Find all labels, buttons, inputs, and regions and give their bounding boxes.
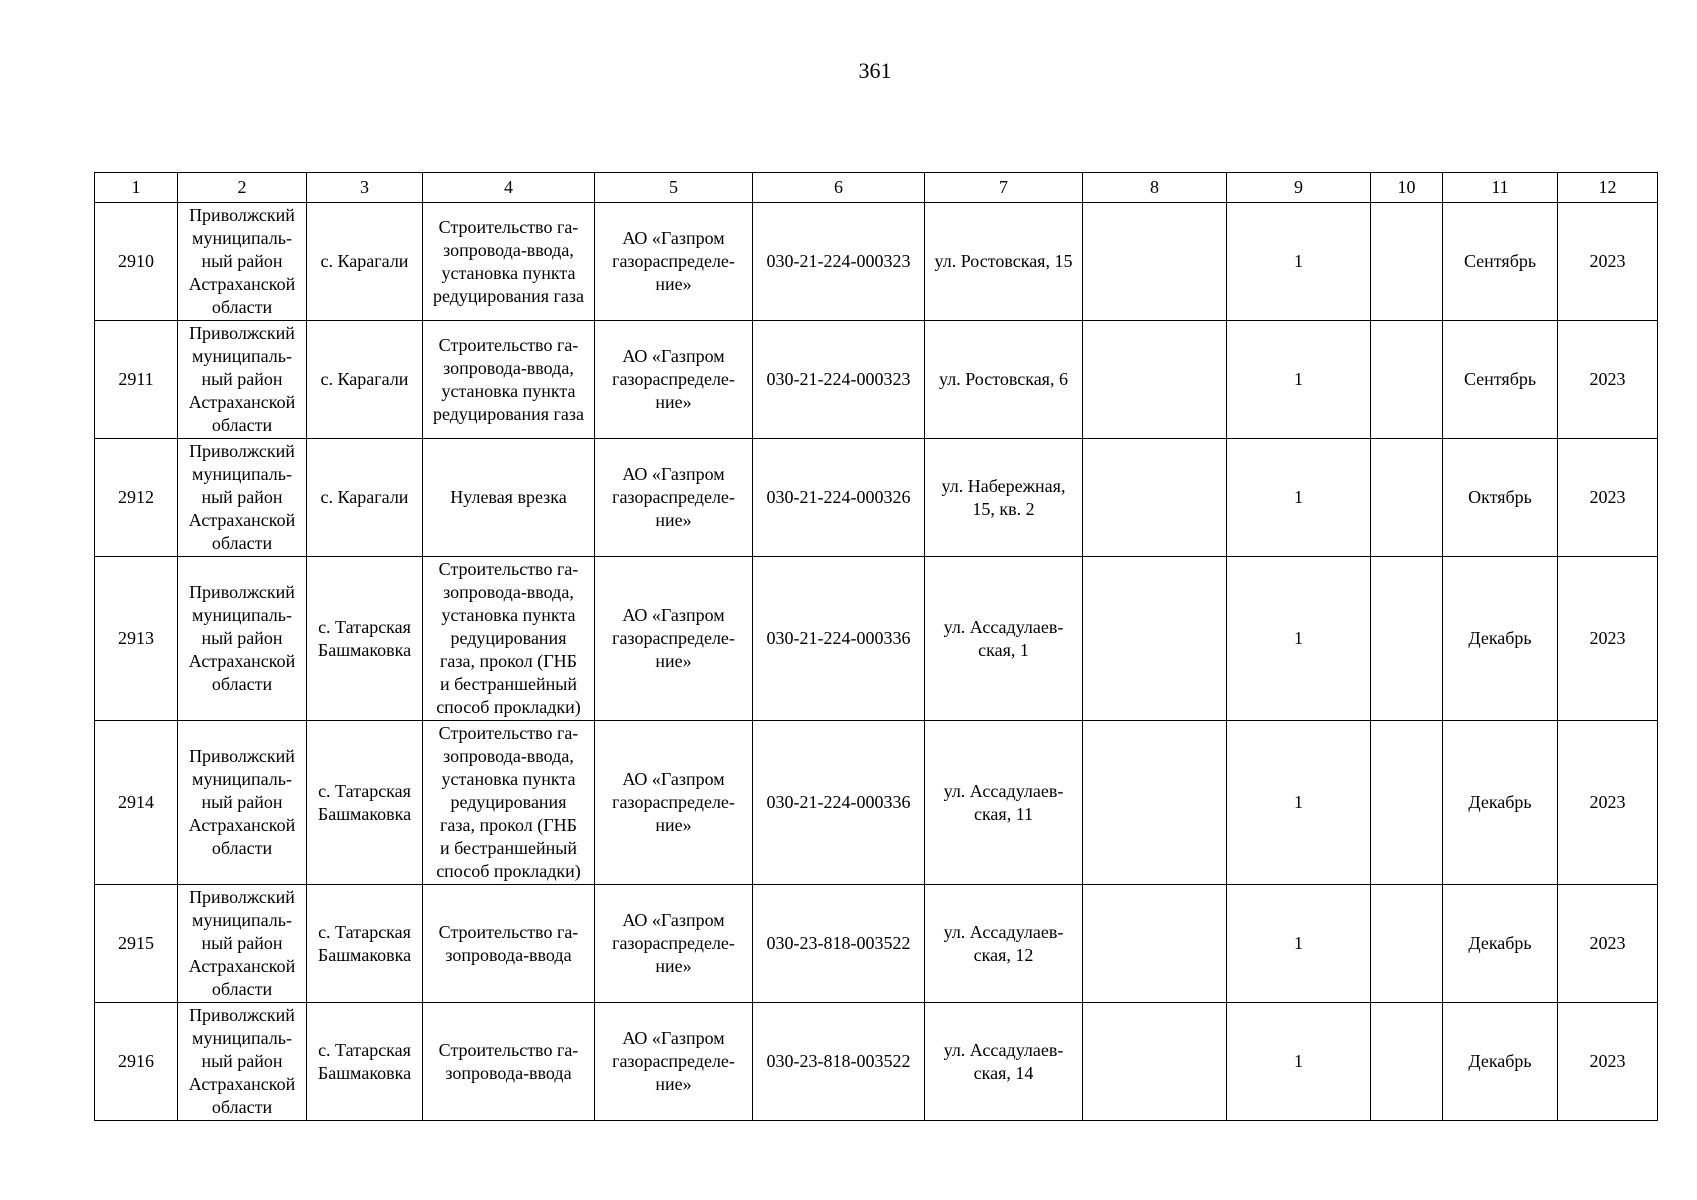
- table-row: [95, 321, 1658, 439]
- quantity-cell-text: 1: [1294, 933, 1303, 953]
- quantity-cell: [1227, 1003, 1371, 1121]
- header-cell: 2: [178, 173, 307, 203]
- address-cell: [925, 885, 1083, 1003]
- header-cell: 8: [1083, 173, 1227, 203]
- year-cell-text: 2023: [1589, 251, 1626, 271]
- header-cell: 11: [1443, 173, 1558, 203]
- address-cell-text: ул. Ассадулаев- ская, 12: [943, 921, 1064, 965]
- company-cell: [595, 557, 753, 721]
- quantity-cell: [1227, 203, 1371, 321]
- quantity-cell-text: 1: [1294, 251, 1303, 271]
- settlement-cell-text: с. Татарская Башмаковка: [317, 1039, 412, 1083]
- code-cell: [753, 439, 925, 557]
- row-number-cell-text: 2913: [118, 628, 154, 648]
- company-cell: [595, 203, 753, 321]
- address-cell: [925, 721, 1083, 885]
- year-cell: [1558, 557, 1658, 721]
- header-cell: 3: [307, 173, 423, 203]
- header-cell: 9: [1227, 173, 1371, 203]
- quantity-cell: [1227, 885, 1371, 1003]
- quantity-cell-text: 1: [1294, 1051, 1303, 1071]
- address-cell-text: ул. Ассадулаев- ская, 1: [943, 616, 1064, 660]
- year-cell-text: 2023: [1589, 487, 1626, 507]
- quantity-cell-text: 1: [1294, 487, 1303, 507]
- code-cell-text: 030-21-224-000323: [766, 251, 911, 271]
- code-cell-text: 030-21-224-000336: [766, 628, 911, 648]
- address-cell-text: ул. Ассадулаев- ская, 11: [943, 780, 1064, 824]
- work-type-cell-text: Строительство га- зопровода-ввода, установка пункта редуцирования газа: [433, 334, 584, 424]
- month-cell-text: Сентябрь: [1463, 251, 1537, 271]
- month-cell: [1443, 557, 1558, 721]
- code-cell-text: 030-21-224-000323: [766, 369, 911, 389]
- work-type-cell: [423, 721, 595, 885]
- company-cell: [595, 885, 753, 1003]
- company-cell-text: АО «Газпром газораспределе- ние»: [612, 1028, 735, 1094]
- settlement-cell-text: с. Карагали: [320, 251, 409, 271]
- month-cell-text: Октябрь: [1468, 487, 1532, 507]
- district-cell-text: Приволжский муниципаль- ный район Астраханской области: [188, 441, 296, 553]
- settlement-cell: [307, 1003, 423, 1121]
- company-cell: [595, 439, 753, 557]
- company-cell: [595, 1003, 753, 1121]
- row-number-cell: [95, 321, 178, 439]
- table-row: [95, 1003, 1658, 1121]
- month-cell: [1443, 721, 1558, 885]
- company-cell: [595, 321, 753, 439]
- company-cell-text: АО «Газпром газораспределе- ние»: [612, 464, 735, 530]
- settlement-cell-text: с. Карагали: [320, 487, 409, 507]
- row-number-cell-text: 2911: [118, 369, 154, 389]
- row-number-cell: [95, 721, 178, 885]
- company-cell-text: АО «Газпром газораспределе- ние»: [612, 228, 735, 294]
- district-cell: [178, 321, 307, 439]
- page-number: 361: [858, 58, 892, 83]
- year-cell: [1558, 885, 1658, 1003]
- row-number-cell: [95, 439, 178, 557]
- year-cell: [1558, 203, 1658, 321]
- work-type-cell-text: Строительство га- зопровода-ввода: [438, 1039, 579, 1083]
- column-10-cell: [1371, 1003, 1443, 1121]
- column-8-cell: [1083, 203, 1227, 321]
- header-cell: 10: [1371, 173, 1443, 203]
- code-cell-text: 030-23-818-003522: [766, 1051, 911, 1071]
- month-cell-text: Декабрь: [1468, 792, 1532, 812]
- row-number-cell-text: 2915: [118, 933, 154, 953]
- year-cell-text: 2023: [1589, 628, 1626, 648]
- year-cell: [1558, 321, 1658, 439]
- address-cell: [925, 439, 1083, 557]
- company-cell-text: АО «Газпром газораспределе- ние»: [612, 346, 735, 412]
- year-cell-text: 2023: [1589, 792, 1626, 812]
- column-8-cell: [1083, 321, 1227, 439]
- code-cell: [753, 203, 925, 321]
- district-cell: [178, 557, 307, 721]
- settlement-cell: [307, 885, 423, 1003]
- settlement-cell: [307, 439, 423, 557]
- code-cell: [753, 557, 925, 721]
- district-cell: [178, 203, 307, 321]
- district-cell-text: Приволжский муниципаль- ный район Астраханской области: [188, 582, 296, 694]
- column-10-cell: [1371, 885, 1443, 1003]
- district-cell: [178, 439, 307, 557]
- address-cell: [925, 203, 1083, 321]
- row-number-cell: [95, 557, 178, 721]
- district-cell-text: Приволжский муниципаль- ный район Астраханской области: [188, 746, 296, 858]
- year-cell-text: 2023: [1589, 369, 1626, 389]
- work-type-cell-text: Строительство га- зопровода-ввода, установка пункта редуцирования газа: [433, 216, 584, 306]
- header-cell: 7: [925, 173, 1083, 203]
- table-row: [95, 203, 1658, 321]
- month-cell: [1443, 439, 1558, 557]
- quantity-cell-text: 1: [1294, 628, 1303, 648]
- year-cell: [1558, 439, 1658, 557]
- address-cell: [925, 1003, 1083, 1121]
- address-cell-text: ул. Ростовская, 6: [939, 369, 1068, 389]
- work-type-cell: [423, 321, 595, 439]
- table-row: [95, 557, 1658, 721]
- register-table: [94, 172, 1658, 1121]
- work-type-cell-text: Строительство га- зопровода-ввода: [438, 921, 579, 965]
- month-cell: [1443, 1003, 1558, 1121]
- settlement-cell: [307, 557, 423, 721]
- column-10-cell: [1371, 439, 1443, 557]
- month-cell: [1443, 321, 1558, 439]
- year-cell-text: 2023: [1589, 1051, 1626, 1071]
- district-cell-text: Приволжский муниципаль- ный район Астраханской области: [188, 323, 296, 435]
- table-row: [95, 439, 1658, 557]
- column-8-cell: [1083, 1003, 1227, 1121]
- company-cell-text: АО «Газпром газораспределе- ние»: [612, 605, 735, 671]
- district-cell: [178, 721, 307, 885]
- column-8-cell: [1083, 439, 1227, 557]
- district-cell: [178, 1003, 307, 1121]
- year-cell: [1558, 1003, 1658, 1121]
- work-type-cell-text: Строительство га- зопровода-ввода, установка пункта редуцирования газа, прокол (ГНБ и бестраншейный способ прокладки): [436, 723, 581, 881]
- year-cell-text: 2023: [1589, 933, 1626, 953]
- month-cell: [1443, 203, 1558, 321]
- row-number-cell: [95, 203, 178, 321]
- work-type-cell: [423, 439, 595, 557]
- column-8-cell: [1083, 557, 1227, 721]
- quantity-cell: [1227, 721, 1371, 885]
- code-cell-text: 030-21-224-000336: [766, 792, 911, 812]
- row-number-cell: [95, 1003, 178, 1121]
- column-10-cell: [1371, 321, 1443, 439]
- row-number-cell-text: 2912: [118, 487, 154, 507]
- district-cell: [178, 885, 307, 1003]
- month-cell-text: Декабрь: [1468, 628, 1532, 648]
- work-type-cell: [423, 203, 595, 321]
- table-header-row: [95, 173, 1658, 203]
- header-cell: 12: [1558, 173, 1658, 203]
- row-number-cell-text: 2914: [118, 792, 154, 812]
- month-cell-text: Декабрь: [1468, 1051, 1532, 1071]
- address-cell: [925, 321, 1083, 439]
- work-type-cell: [423, 557, 595, 721]
- row-number-cell-text: 2910: [118, 251, 154, 271]
- quantity-cell: [1227, 321, 1371, 439]
- quantity-cell-text: 1: [1294, 369, 1303, 389]
- code-cell: [753, 321, 925, 439]
- district-cell-text: Приволжский муниципаль- ный район Астраханской области: [188, 1005, 296, 1117]
- work-type-cell: [423, 885, 595, 1003]
- settlement-cell: [307, 203, 423, 321]
- code-cell: [753, 885, 925, 1003]
- header-cell: 5: [595, 173, 753, 203]
- month-cell-text: Сентябрь: [1463, 369, 1537, 389]
- work-type-cell-text: Строительство га- зопровода-ввода, установка пункта редуцирования газа, прокол (ГНБ и бестраншейный способ прокладки): [436, 559, 581, 717]
- settlement-cell-text: с. Татарская Башмаковка: [317, 616, 412, 660]
- address-cell-text: ул. Ассадулаев- ская, 14: [943, 1039, 1064, 1083]
- company-cell: [595, 721, 753, 885]
- column-8-cell: [1083, 885, 1227, 1003]
- table-row: [95, 721, 1658, 885]
- month-cell: [1443, 885, 1558, 1003]
- settlement-cell-text: с. Татарская Башмаковка: [317, 921, 412, 965]
- district-cell-text: Приволжский муниципаль- ный район Астраханской области: [188, 887, 296, 999]
- column-8-cell: [1083, 721, 1227, 885]
- code-cell-text: 030-23-818-003522: [766, 933, 911, 953]
- year-cell: [1558, 721, 1658, 885]
- settlement-cell-text: с. Карагали: [320, 369, 409, 389]
- company-cell-text: АО «Газпром газораспределе- ние»: [612, 910, 735, 976]
- work-type-cell-text: Нулевая врезка: [450, 487, 567, 507]
- code-cell: [753, 1003, 925, 1121]
- quantity-cell-text: 1: [1294, 792, 1303, 812]
- header-cell: 1: [95, 173, 178, 203]
- settlement-cell: [307, 721, 423, 885]
- row-number-cell: [95, 885, 178, 1003]
- quantity-cell: [1227, 557, 1371, 721]
- company-cell-text: АО «Газпром газораспределе- ние»: [612, 769, 735, 835]
- district-cell-text: Приволжский муниципаль- ный район Астраханской области: [188, 205, 296, 317]
- column-10-cell: [1371, 721, 1443, 885]
- address-cell-text: ул. Набережная, 15, кв. 2: [941, 475, 1066, 519]
- month-cell-text: Декабрь: [1468, 933, 1532, 953]
- settlement-cell-text: с. Татарская Башмаковка: [317, 780, 412, 824]
- quantity-cell: [1227, 439, 1371, 557]
- column-10-cell: [1371, 203, 1443, 321]
- address-cell-text: ул. Ростовская, 15: [934, 251, 1073, 271]
- header-cell: 4: [423, 173, 595, 203]
- row-number-cell-text: 2916: [118, 1051, 154, 1071]
- code-cell-text: 030-21-224-000326: [766, 487, 911, 507]
- settlement-cell: [307, 321, 423, 439]
- column-10-cell: [1371, 557, 1443, 721]
- work-type-cell: [423, 1003, 595, 1121]
- header-cell: 6: [753, 173, 925, 203]
- address-cell: [925, 557, 1083, 721]
- table-row: [95, 885, 1658, 1003]
- code-cell: [753, 721, 925, 885]
